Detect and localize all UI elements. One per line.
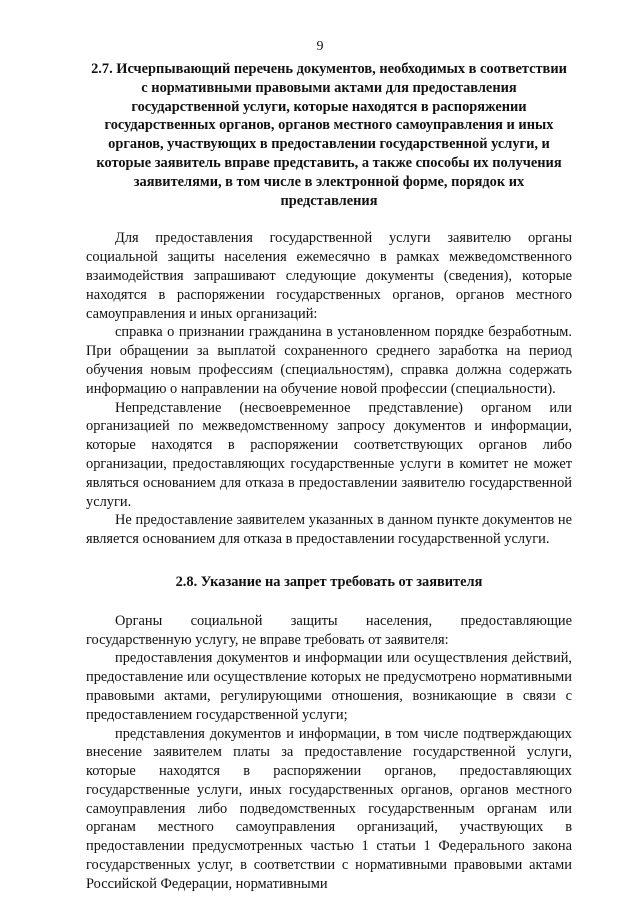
spacer [86,210,572,229]
paragraph: представления документов и информации, в том числе подтверждающих внесение заявителем платы за предоставление государственной услуги, которые находятся в распоряжении органов, предоставляющих государственные услуги, иных государственных органов, органов местного самоуправления либо подведомственных государственным органам или органам местного самоуправления организаций, участвующих в предоставлении предусмотренных частью 1 статьи 1 Федерального закона государственных услуг, в соответствии с нормативными правовыми актами Российской Федерации, нормативными [86,725,572,892]
page-number: 9 [316,39,324,54]
paragraph: Органы социальной защиты населения, предоставляющие государственную услугу, не вправе требовать от заявителя: [86,612,572,648]
section-2-8-heading: 2.8. Указание на запрет требовать от заявителя [175,573,483,590]
section-2-7-heading: 2.7. Исчерпывающий перечень документов, необходимых в соответствии с нормативными правовыми актами для предоставления государственной услуги, которые находятся в распоряжении государственных органов, органов местного самоуправления и иных органов, участвующих в предоставлении государственной услуги, и которые заявитель вправе представить, а также способы их получения заявителями, в том числе в электронной форме, порядок их представления [91,61,567,209]
paragraph: Для предоставления государственной услуги заявителю органы социальной защиты населения ежемесячно в рамках межведомственного взаимодействия запрашивают следующие документы (сведения), которые находятся в распоряжении государственных органов, органов местного самоуправления и иных организаций: [86,230,572,322]
paragraph: справка о признании гражданина в установленном порядке безработным. При обращении за выплатой сохраненного среднего заработка на период обучения новым профессиям (специальностям), справка должна содержать информацию о направлении на обучение новой профессии (специальности). [86,324,572,397]
page-content [86,60,572,894]
paragraph: предоставления документов и информации или осуществления действий, предоставление или осуществление которых не предусмотрено нормативными правовыми актами, регулирующими отношения, возникающие в связи с предоставлением государственной услуги; [86,650,572,723]
paragraph: Не предоставление заявителем указанных в данном пункте документов не является основанием для отказа в предоставлении государственной услуги. [86,512,572,548]
paragraph: Непредставление (несвоевременное представление) органом или организацией по межведомственному запросу документов и информации, которые находятся в распоряжении соответствующих органов либо организации, предоставляющих государственные услуги в комитет не может являться основанием для отказа в предоставлении заявителю государственной услуги. [86,399,572,510]
